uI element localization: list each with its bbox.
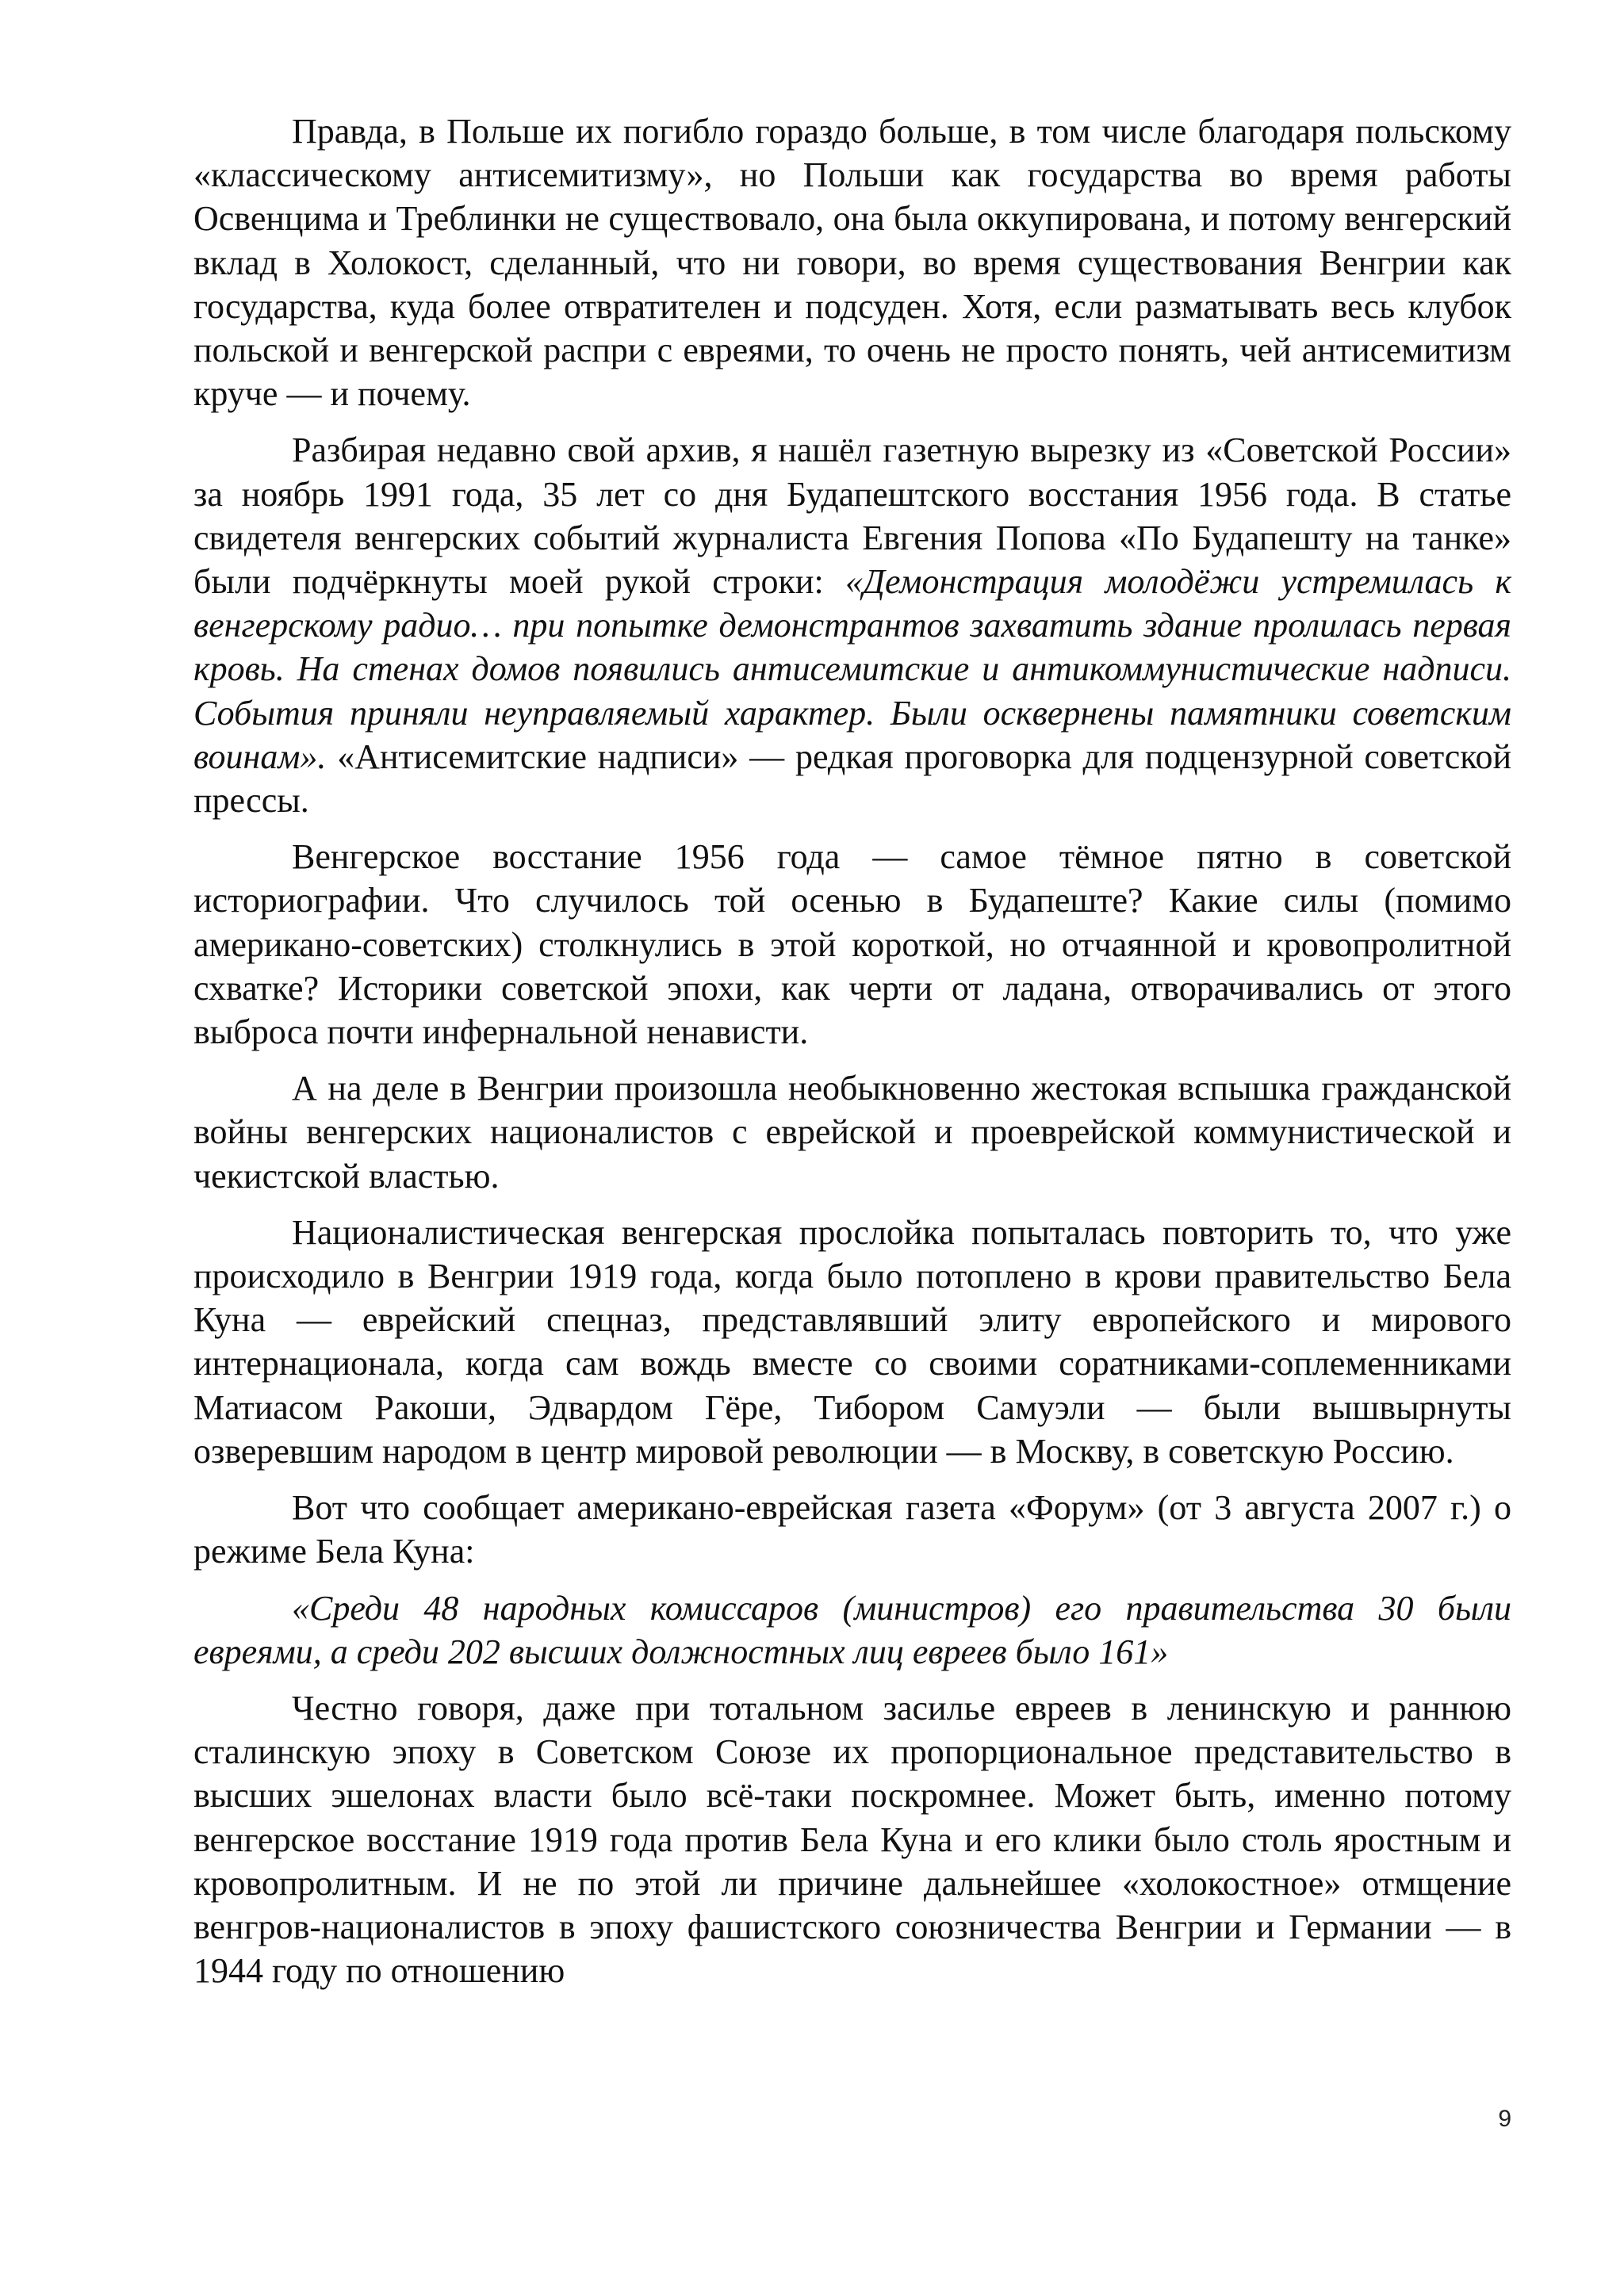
paragraph-text: Правда, в Польше их погибло гораздо больше, в том числе благодаря польскому «классическому антисемитизму», но Польши как государства во время работы Освенцима и Треблинки не существовало, она была оккупирована, и потому венгерский вклад в Холокост, сделанный, что ни говори, во время существования Венгрии как государства, куда более отвратителен и подсуден. Хотя, если разматывать весь клубок польской и венгерской распри с евреями, то очень не просто понять, чей антисемитизм круче — и почему. bbox=[193, 112, 1511, 414]
paragraph-text: «Антисемитские надписи» — редкая проговорка для подцензурной советской прессы. bbox=[193, 737, 1511, 821]
paragraph-2 bbox=[193, 428, 1511, 822]
paragraph-8 bbox=[193, 1686, 1511, 1992]
paragraph-lead: Разбирая недавно свой архив, я нашёл газетную вырезку из «Советской России» за ноябрь 1991 года, 35 лет со дня Будапештского восстания 1956 года. В статье свидетеля венгерских событий журналиста Евгения Попова «По Будапешту на танке» были подчёркнуты моей рукой строки: bbox=[193, 430, 1511, 602]
paragraph-text: Честно говоря, даже при тотальном засилье евреев в ленинскую и раннюю сталинскую эпоху в Советском Союзе их пропорциональное представительство в высших эшелонах власти было всё-таки поскромнее. Может быть, именно потому венгерское восстание 1919 года против Бела Куна и его клики было столь яростным и кровопролитным. И не по этой ли причине дальнейшее «холокостное» отмщение венгров-националистов в эпоху фашистского союзничества Венгрии и Германии — в 1944 году по отношению bbox=[193, 1688, 1511, 1991]
paragraph-text: Вот что сообщает американо-еврейская газета «Форум» (от 3 августа 2007 г.) о режиме Бела Куна: bbox=[193, 1488, 1511, 1571]
paragraph-text: А на деле в Венгрии произошла необыкновенно жестокая вспышка гражданской войны венгерских националистов с еврейской и проеврейской коммунистической и чекистской властью. bbox=[193, 1069, 1511, 1196]
paragraph-3 bbox=[193, 835, 1511, 1054]
paragraph-6 bbox=[193, 1486, 1511, 1573]
paragraph-7-quote bbox=[193, 1586, 1511, 1674]
italic-quote: «Демонстрация молодёжи устремилась к венгерскому радио… при попытке демонстрантов захватить здание пролилась первая кровь. На стенах домов появились антисемитские и антикоммунистические надписи. События приняли неуправляемый характер. Были осквернены памятники советским воинам». bbox=[193, 562, 1511, 776]
paragraph-4 bbox=[193, 1066, 1511, 1198]
body-text bbox=[193, 109, 1511, 2005]
page-number: 9 bbox=[1498, 2106, 1511, 2132]
paragraph-text: Венгерское восстание 1956 года — самое тёмное пятно в советской историографии. Что случилось той осенью в Будапеште? Какие силы (помимо американо-советских) столкнулись в этой короткой, но отчаянной и кровопролитной схватке? Историки советской эпохи, как черти от ладана, отворачивались от этого выброса почти инфернальной ненависти. bbox=[193, 837, 1511, 1052]
paragraph-text: Националистическая венгерская прослойка попыталась повторить то, что уже происходило в Венгрии 1919 года, когда было потоплено в крови правительство Бела Куна — еврейский спецназ, представлявший элиту европейского и мирового интернационала, когда сам вождь вместе со своими соратниками-соплеменниками Матиасом Ракоши, Эдвардом Гёре, Тибором Самуэли — были вышвырнуты озверевшим народом в центр мировой революции — в Москву, в советскую Россию. bbox=[193, 1212, 1511, 1471]
paragraph-5 bbox=[193, 1211, 1511, 1473]
italic-quote: «Среди 48 народных комиссаров (министров) его правительства 30 были евреями, а среди 202 высших должностных лиц евреев было 161» bbox=[193, 1588, 1511, 1671]
paragraph-1 bbox=[193, 109, 1511, 415]
